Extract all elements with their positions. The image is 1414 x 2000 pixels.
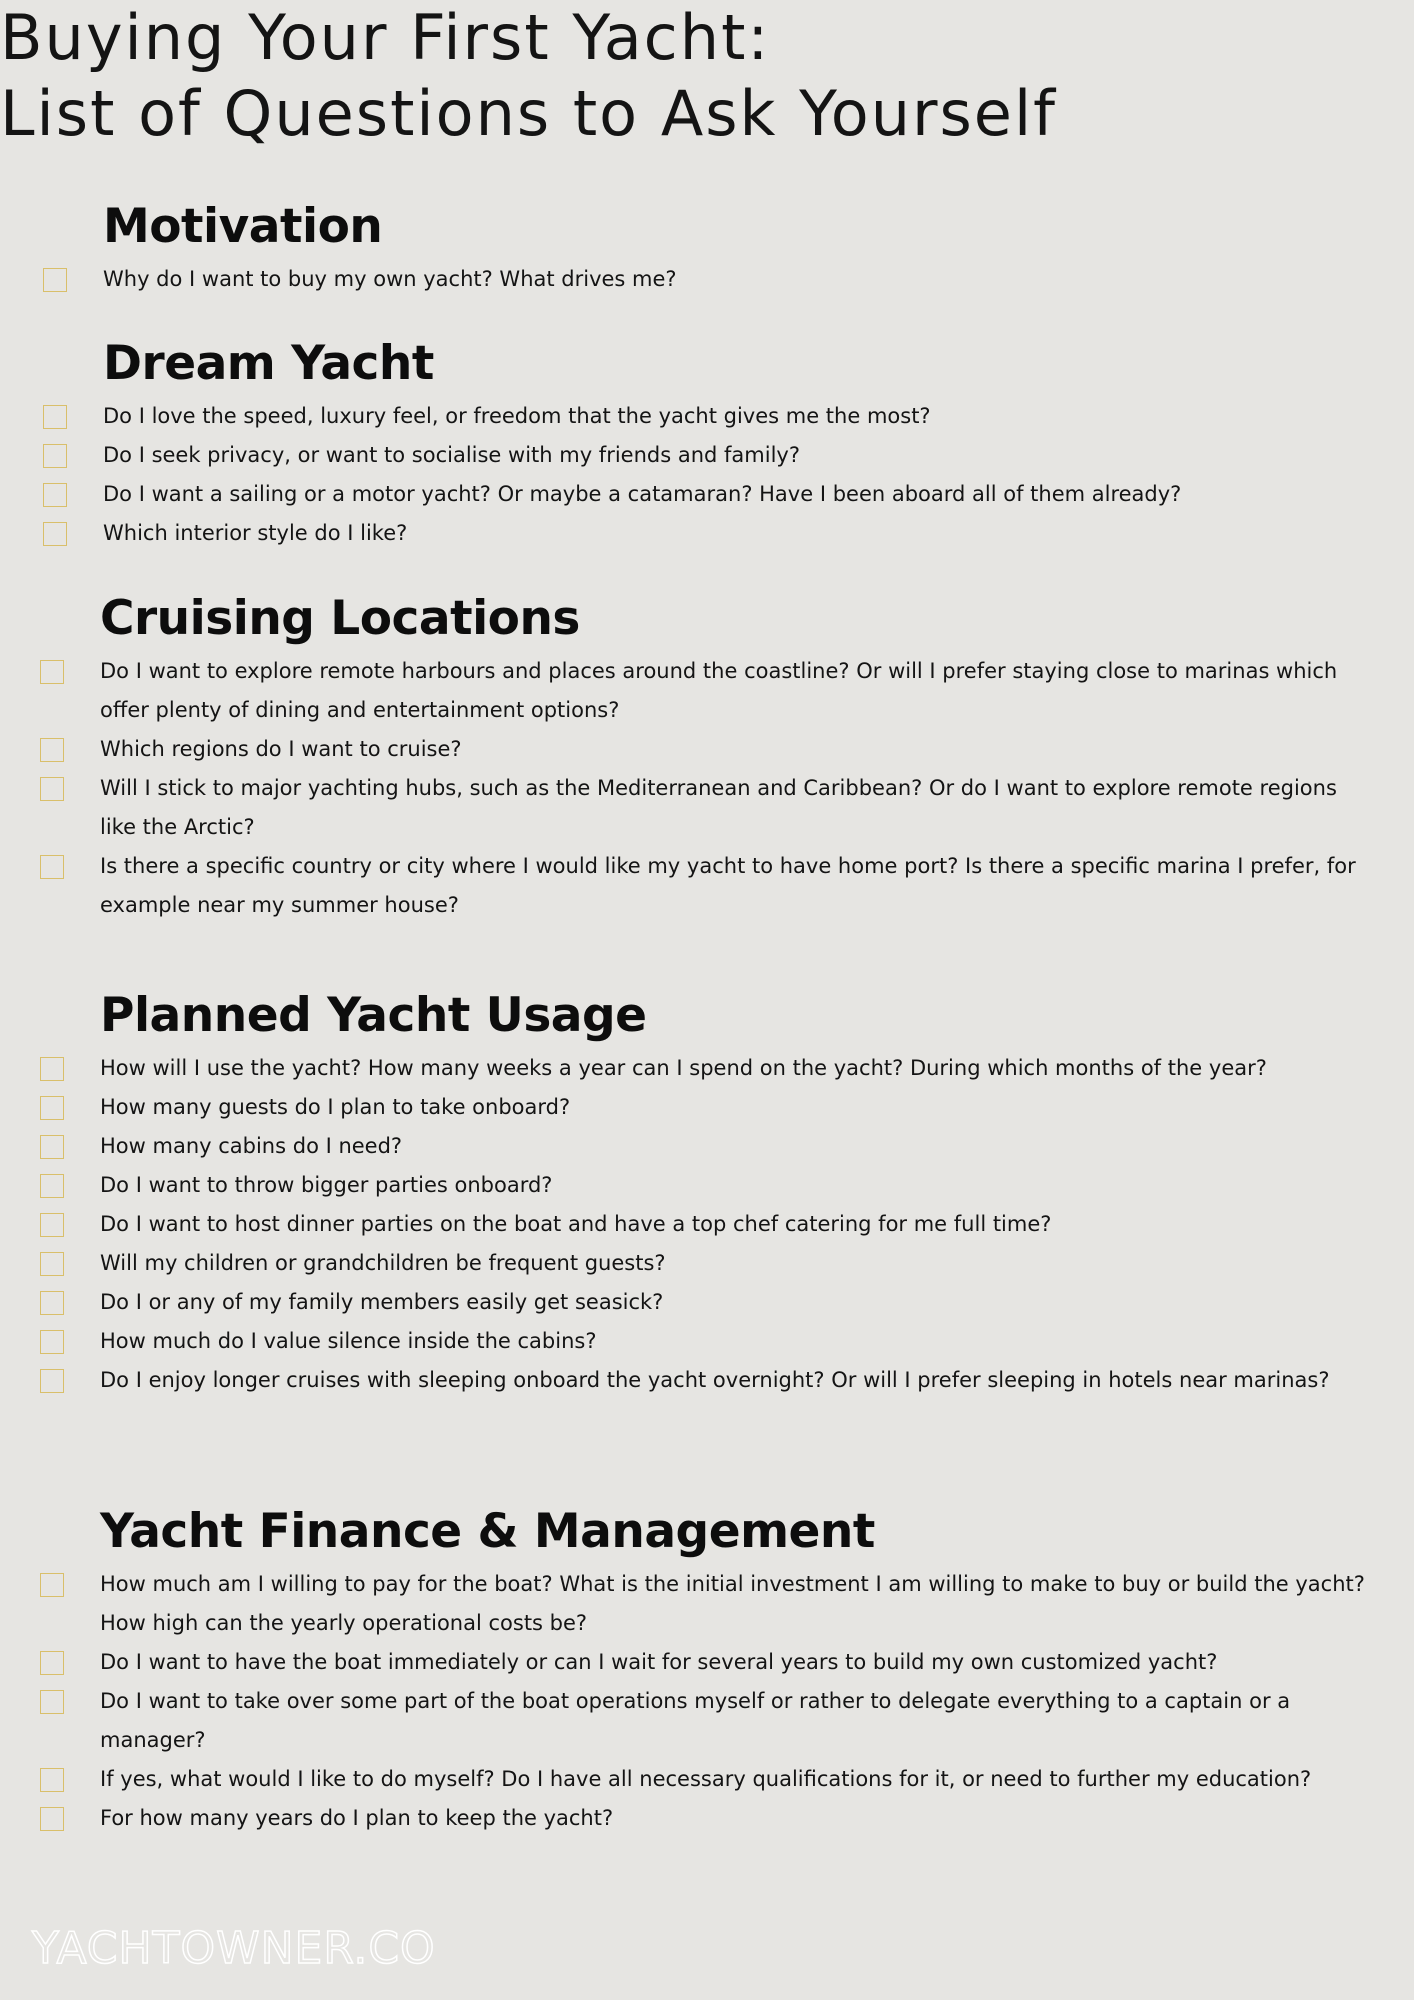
question-list bbox=[0, 652, 1414, 925]
section-heading: Dream Yacht bbox=[103, 336, 434, 391]
checklist-item bbox=[0, 1361, 1414, 1400]
checkbox[interactable] bbox=[43, 405, 67, 429]
checkbox[interactable] bbox=[40, 1651, 64, 1675]
checkbox[interactable] bbox=[40, 1135, 64, 1159]
section-heading: Motivation bbox=[103, 199, 383, 254]
checklist-item bbox=[0, 1088, 1414, 1127]
checklist-item bbox=[0, 769, 1414, 847]
checklist-item bbox=[0, 1682, 1414, 1760]
question-text: Do I enjoy longer cruises with sleeping onboard the yacht overnight? Or will I prefer sleeping in hotels near marinas? bbox=[100, 1368, 1330, 1392]
question-text: Which interior style do I like? bbox=[103, 521, 408, 545]
checkbox[interactable] bbox=[40, 1369, 64, 1393]
section-heading: Planned Yacht Usage bbox=[100, 988, 647, 1043]
checkbox[interactable] bbox=[40, 1768, 64, 1792]
page-title-line-2: List of Questions to Ask Yourself bbox=[0, 77, 1058, 150]
checklist-item bbox=[0, 475, 1414, 514]
checklist-item bbox=[0, 1565, 1414, 1643]
question-text: Do I want to throw bigger parties onboard? bbox=[100, 1173, 553, 1197]
question-list bbox=[0, 1565, 1414, 1838]
page-title bbox=[0, 0, 1057, 152]
question-text: Do I love the speed, luxury feel, or freedom that the yacht gives me the most? bbox=[103, 404, 931, 428]
checkbox[interactable] bbox=[40, 855, 64, 879]
checklist-item bbox=[0, 1127, 1414, 1166]
checklist-item bbox=[0, 730, 1414, 769]
question-text: How much do I value silence inside the cabins? bbox=[100, 1329, 597, 1353]
checklist-item bbox=[0, 1760, 1414, 1799]
checkbox[interactable] bbox=[40, 1573, 64, 1597]
page-title-line-1: Buying Your First Yacht: bbox=[0, 1, 771, 74]
checkbox[interactable] bbox=[40, 1057, 64, 1081]
question-text: Do I want a sailing or a motor yacht? Or maybe a catamaran? Have I been aboard all of them already? bbox=[103, 482, 1182, 506]
question-text: How many guests do I plan to take onboard? bbox=[100, 1095, 571, 1119]
question-text: For how many years do I plan to keep the yacht? bbox=[100, 1806, 614, 1830]
question-text: Do I or any of my family members easily get seasick? bbox=[100, 1290, 664, 1314]
question-list bbox=[0, 1049, 1414, 1400]
checklist-item bbox=[0, 397, 1414, 436]
question-text: Do I want to explore remote harbours and places around the coastline? Or will I prefer staying close to marinas which offer plenty of dining and entertainment options? bbox=[100, 659, 1338, 722]
checklist-item bbox=[0, 1799, 1414, 1838]
question-text: Will my children or grandchildren be frequent guests? bbox=[100, 1251, 666, 1275]
question-text: Which regions do I want to cruise? bbox=[100, 737, 462, 761]
checkbox[interactable] bbox=[43, 268, 67, 292]
checkbox[interactable] bbox=[40, 1252, 64, 1276]
checklist-item bbox=[0, 1643, 1414, 1682]
checklist-item bbox=[0, 1244, 1414, 1283]
section-heading: Yacht Finance & Management bbox=[100, 1504, 875, 1559]
checkbox[interactable] bbox=[40, 738, 64, 762]
checklist-item bbox=[0, 1049, 1414, 1088]
checklist-item bbox=[0, 514, 1414, 553]
checkbox[interactable] bbox=[40, 777, 64, 801]
checkbox[interactable] bbox=[40, 1174, 64, 1198]
checkbox[interactable] bbox=[40, 1807, 64, 1831]
checkbox[interactable] bbox=[40, 1330, 64, 1354]
checkbox[interactable] bbox=[40, 1291, 64, 1315]
checkbox[interactable] bbox=[40, 1213, 64, 1237]
checkbox[interactable] bbox=[43, 483, 67, 507]
question-text: How many cabins do I need? bbox=[100, 1134, 403, 1158]
question-list bbox=[0, 260, 1414, 299]
checkbox[interactable] bbox=[43, 522, 67, 546]
question-text: Do I want to have the boat immediately or can I wait for several years to build my own customized yacht? bbox=[100, 1650, 1218, 1674]
checkbox[interactable] bbox=[43, 444, 67, 468]
checklist-item bbox=[0, 260, 1414, 299]
checklist-item bbox=[0, 652, 1414, 730]
question-text: Why do I want to buy my own yacht? What drives me? bbox=[103, 267, 677, 291]
question-text: Is there a specific country or city where I would like my yacht to have home port? Is there a specific marina I prefer, for example near my summer house? bbox=[100, 854, 1356, 917]
question-text: If yes, what would I like to do myself? Do I have all necessary qualifications for it, or need to further my education? bbox=[100, 1767, 1312, 1791]
footer-logo bbox=[32, 1924, 436, 1974]
question-list bbox=[0, 397, 1414, 553]
checklist-item bbox=[0, 1283, 1414, 1322]
footer-logo-text: YACHTOWNER.CO bbox=[32, 1923, 436, 1974]
checkbox[interactable] bbox=[40, 660, 64, 684]
question-text: Will I stick to major yachting hubs, such as the Mediterranean and Caribbean? Or do I want to explore remote regions like the Arctic? bbox=[100, 776, 1337, 839]
section-heading: Cruising Locations bbox=[100, 591, 580, 646]
question-text: How will I use the yacht? How many weeks a year can I spend on the yacht? During which months of the year? bbox=[100, 1056, 1267, 1080]
question-text: Do I want to host dinner parties on the boat and have a top chef catering for me full time? bbox=[100, 1212, 1052, 1236]
checklist-item bbox=[0, 847, 1414, 925]
checklist-item bbox=[0, 1166, 1414, 1205]
question-text: Do I want to take over some part of the boat operations myself or rather to delegate everything to a captain or a manager? bbox=[100, 1689, 1291, 1752]
question-text: How much am I willing to pay for the boat? What is the initial investment I am willing to make to buy or build the yacht? How high can the yearly operational costs be? bbox=[100, 1572, 1365, 1635]
checkbox[interactable] bbox=[40, 1690, 64, 1714]
question-text: Do I seek privacy, or want to socialise with my friends and family? bbox=[103, 443, 800, 467]
checkbox[interactable] bbox=[40, 1096, 64, 1120]
checklist-item bbox=[0, 436, 1414, 475]
checklist-item bbox=[0, 1322, 1414, 1361]
checklist-item bbox=[0, 1205, 1414, 1244]
